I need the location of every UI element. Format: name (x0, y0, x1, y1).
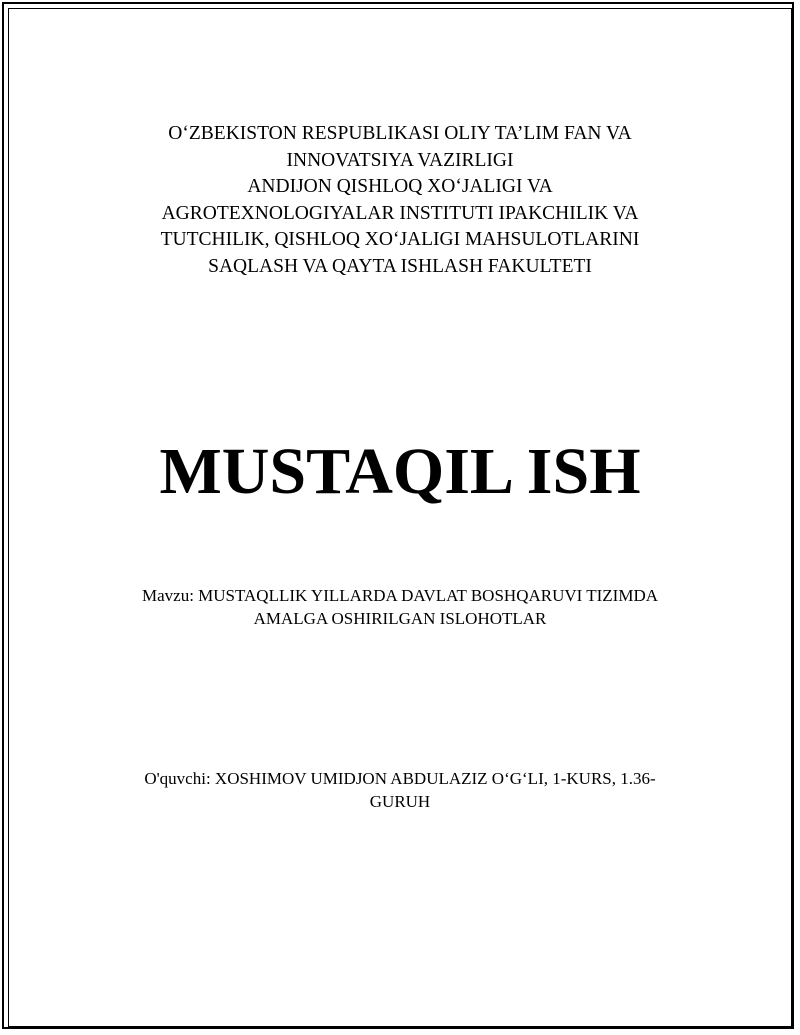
institution-header (100, 121, 700, 280)
header-line: O‘ZBEKISTON RESPUBLIKASI OLIY TA’LIM FAN VA (168, 123, 632, 144)
header-line: SAQLASH VA QAYTA ISHLASH FAKULTETI (208, 255, 592, 277)
student-line: O'quvchi: XOSHIMOV UMIDJON ABDULAZIZ O‘G‘LI, 1-KURS, 1.36- (144, 769, 656, 788)
document-title: MUSTAQIL ISH (159, 435, 641, 508)
topic-block (80, 584, 720, 630)
header-line: TUTCHILIK, QISHLOQ XO‘JALIGI MAHSULOTLARINI (160, 229, 640, 250)
topic-line: Mavzu: MUSTAQLLIK YILLARDA DAVLAT BOSHQARUVI TIZIMDA (141, 586, 659, 605)
student-line: GURUH (369, 792, 431, 811)
header-line: INNOVATSIYA VAZIRLIGI (286, 149, 514, 171)
header-line: AGROTEXNOLOGIYALAR INSTITUTI IPAKCHILIK VA (161, 202, 639, 224)
topic-line: AMALGA OSHIRILGAN ISLOHOTLAR (253, 609, 547, 628)
student-block (80, 767, 720, 813)
header-line: ANDIJON QISHLOQ XO‘JALIGI VA (247, 176, 553, 197)
